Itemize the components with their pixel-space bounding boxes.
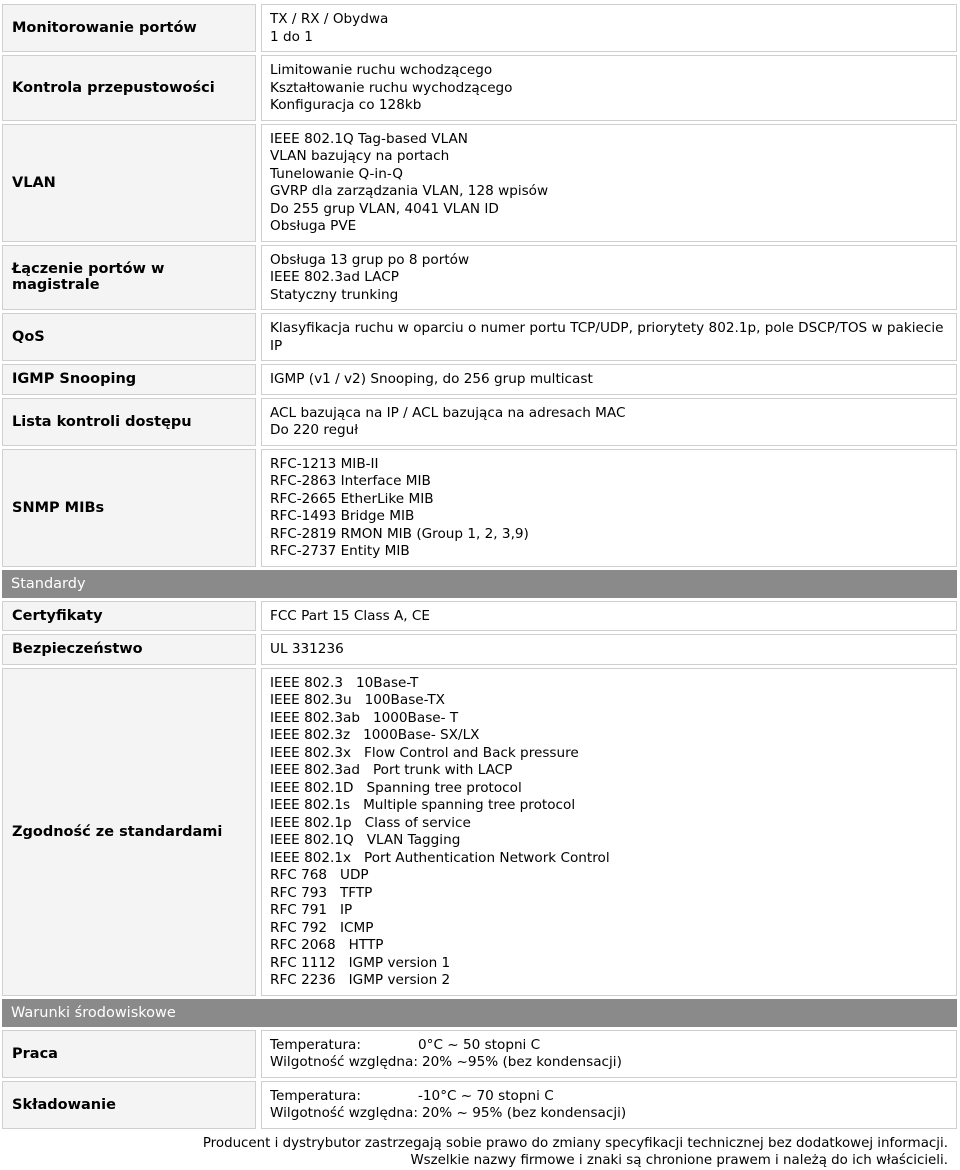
row-label: IGMP Snooping xyxy=(2,364,256,395)
row-qos xyxy=(2,313,957,361)
spec-table xyxy=(2,4,957,1132)
standard-code: RFC 793 xyxy=(270,884,328,901)
value-line: RFC-2737 Entity MIB xyxy=(270,543,410,559)
standard-entry xyxy=(270,902,948,920)
standard-code: RFC 768 xyxy=(270,867,328,883)
env-val: 20% ~95% (bez kondensacji) xyxy=(422,1054,622,1070)
footer-line: Producent i dystrybutor zastrzegają sobie prawo do zmiany specyfikacji technicznej bez dodatkowej informacji. xyxy=(202,1136,948,1151)
standard-code: IEEE 802.3z xyxy=(270,727,351,743)
row-praca xyxy=(2,1030,957,1078)
row-value xyxy=(261,449,957,567)
value-line: RFC-2819 RMON MIB (Group 1, 2, 3,9) xyxy=(270,525,529,542)
row-bezpieczenstwo xyxy=(2,634,957,665)
section-header-warunki: Warunki środowiskowe xyxy=(2,999,957,1027)
standard-entry xyxy=(270,675,948,693)
row-value xyxy=(261,1030,957,1078)
row-certyfikaty xyxy=(2,601,957,632)
value-line: Tunelowanie Q-in-Q xyxy=(270,165,403,182)
standard-desc: 10Base-T xyxy=(355,674,419,691)
standard-entry xyxy=(270,797,948,815)
value-line: GVRP dla zarządzania VLAN, 128 wpisów xyxy=(270,183,549,199)
env-val: -10°C ~ 70 stopni C xyxy=(418,1087,554,1104)
value-line: Do 220 reguł xyxy=(270,422,359,438)
row-label: Zgodność ze standardami xyxy=(2,668,256,996)
standard-code: IEEE 802.1Q xyxy=(270,832,354,848)
row-acl xyxy=(2,398,957,446)
row-label: Praca xyxy=(2,1030,256,1078)
standard-code: RFC 791 xyxy=(270,902,328,918)
section-header-standardy: Standardy xyxy=(2,570,957,598)
row-label: SNMP MIBs xyxy=(2,449,256,567)
row-skladowanie xyxy=(2,1081,957,1129)
standard-desc: 1000Base- T xyxy=(372,709,459,726)
standard-code: IEEE 802.3ab xyxy=(270,709,360,726)
standard-entry xyxy=(270,692,948,710)
env-entry xyxy=(270,1054,948,1072)
standard-entry xyxy=(270,745,948,763)
value-line: Limitowanie ruchu wchodzącego xyxy=(270,62,493,78)
row-value xyxy=(261,1081,957,1129)
standard-entry xyxy=(270,885,948,903)
standard-desc: 100Base-TX xyxy=(364,692,445,708)
value-line: TX / RX / Obydwa xyxy=(270,11,389,27)
standard-code: IEEE 802.3x xyxy=(270,744,352,761)
standard-entry xyxy=(270,762,948,780)
row-value xyxy=(261,313,957,361)
standard-entry xyxy=(270,780,948,798)
standard-entry xyxy=(270,937,948,955)
row-label: QoS xyxy=(2,313,256,361)
value-line: ACL bazująca na IP / ACL bazująca na adresach MAC xyxy=(270,404,626,421)
standard-code: IEEE 802.1x xyxy=(270,849,352,866)
standard-code: RFC 2236 xyxy=(270,972,336,988)
standard-desc: Flow Control and Back pressure xyxy=(364,744,579,761)
standard-entry xyxy=(270,832,948,850)
env-val: 0°C ~ 50 stopni C xyxy=(418,1036,541,1053)
standard-desc: IGMP version 1 xyxy=(348,954,451,971)
value-line: Konfiguracja co 128kb xyxy=(270,97,422,113)
standard-desc: HTTP xyxy=(348,937,384,953)
env-key: Temperatura: xyxy=(270,1087,361,1104)
standard-desc: Multiple spanning tree protocol xyxy=(363,797,576,813)
standard-code: RFC 2068 xyxy=(270,937,336,953)
value-line: Do 255 grup VLAN, 4041 VLAN ID xyxy=(270,200,499,217)
row-label: Składowanie xyxy=(2,1081,256,1129)
value-line: Klasyfikacja ruchu w oparciu o numer portu TCP/UDP, priorytety 802.1p, pole DSCP/TOS w pakiecie IP xyxy=(270,320,944,354)
standard-entry xyxy=(270,815,948,833)
row-kontrola xyxy=(2,55,957,121)
standard-code: IEEE 802.3u xyxy=(270,692,352,708)
standard-entry xyxy=(270,727,948,745)
standard-entry xyxy=(270,920,948,938)
standard-desc: IGMP version 2 xyxy=(348,972,451,988)
env-key: Temperatura: xyxy=(270,1036,361,1053)
row-snmp xyxy=(2,449,957,567)
standard-entry xyxy=(270,850,948,868)
standard-desc: VLAN Tagging xyxy=(366,832,461,848)
standard-desc: Spanning tree protocol xyxy=(366,779,522,796)
row-value xyxy=(261,398,957,446)
standard-code: IEEE 802.3 xyxy=(270,674,344,691)
standard-desc: Port Authentication Network Control xyxy=(364,849,610,866)
value-line: Statyczny trunking xyxy=(270,286,399,303)
standard-desc: UDP xyxy=(340,867,369,883)
row-vlan xyxy=(2,124,957,242)
value-line: Obsługa PVE xyxy=(270,218,357,234)
value-line: RFC-1493 Bridge MIB xyxy=(270,508,415,524)
value-line: 1 do 1 xyxy=(270,28,313,45)
row-laczenie xyxy=(2,245,957,311)
row-label: Certyfikaty xyxy=(2,601,256,632)
footer-disclaimer xyxy=(203,1135,948,1169)
standard-desc: IP xyxy=(340,902,353,918)
row-value xyxy=(261,364,957,395)
row-value xyxy=(261,634,957,665)
row-value xyxy=(261,55,957,121)
standard-code: RFC 792 xyxy=(270,919,328,936)
standard-entry xyxy=(270,710,948,728)
standard-entry xyxy=(270,867,948,885)
standard-desc: ICMP xyxy=(340,919,374,936)
standard-entry xyxy=(270,955,948,973)
row-label: Bezpieczeństwo xyxy=(2,634,256,665)
row-label: Kontrola przepustowości xyxy=(2,55,256,121)
row-label: Monitorowanie portów xyxy=(2,4,256,52)
env-key: Wilgotność względna: xyxy=(270,1105,418,1121)
standard-desc: TFTP xyxy=(340,884,373,901)
standard-code: IEEE 802.1p xyxy=(270,814,352,831)
value-line: IGMP (v1 / v2) Snooping, do 256 grup multicast xyxy=(270,371,593,387)
standard-code: IEEE 802.1s xyxy=(270,797,351,813)
row-value xyxy=(261,245,957,311)
value-line: RFC-2863 Interface MIB xyxy=(270,473,431,489)
value-line: FCC Part 15 Class A, CE xyxy=(270,607,431,624)
standard-desc: 1000Base- SX/LX xyxy=(363,727,480,743)
value-line: RFC-2665 EtherLike MIB xyxy=(270,490,434,507)
row-zgodnosc xyxy=(2,668,957,996)
value-line: RFC-1213 MIB-II xyxy=(270,455,379,472)
standard-code: IEEE 802.1D xyxy=(270,779,354,796)
env-key: Wilgotność względna: xyxy=(270,1054,418,1070)
footer-line: Wszelkie nazwy firmowe i znaki są chronione prawem i należą do ich właścicieli. xyxy=(410,1153,948,1168)
value-line: Kształtowanie ruchu wychodzącego xyxy=(270,79,513,96)
row-label: Łączenie portów w magistrale xyxy=(2,245,256,311)
row-value xyxy=(261,601,957,632)
env-val: 20% ~ 95% (bez kondensacji) xyxy=(422,1105,627,1121)
standard-code: RFC 1112 xyxy=(270,954,336,971)
row-label: VLAN xyxy=(2,124,256,242)
standard-entry xyxy=(270,972,948,990)
row-igmp xyxy=(2,364,957,395)
standard-desc: Port trunk with LACP xyxy=(372,762,513,778)
env-entry xyxy=(270,1088,948,1106)
value-line: IEEE 802.3ad LACP xyxy=(270,269,399,285)
value-line: Obsługa 13 grup po 8 portów xyxy=(270,251,470,268)
env-entry xyxy=(270,1105,948,1123)
row-value xyxy=(261,4,957,52)
value-line: UL 331236 xyxy=(270,641,344,657)
standard-desc: Class of service xyxy=(364,814,471,831)
value-line: VLAN bazujący na portach xyxy=(270,148,450,164)
row-value xyxy=(261,668,957,996)
standard-code: IEEE 802.3ad xyxy=(270,762,360,778)
value-line: IEEE 802.1Q Tag-based VLAN xyxy=(270,130,468,147)
row-label: Lista kontroli dostępu xyxy=(2,398,256,446)
env-entry xyxy=(270,1037,948,1055)
row-monitorowanie xyxy=(2,4,957,52)
row-value xyxy=(261,124,957,242)
